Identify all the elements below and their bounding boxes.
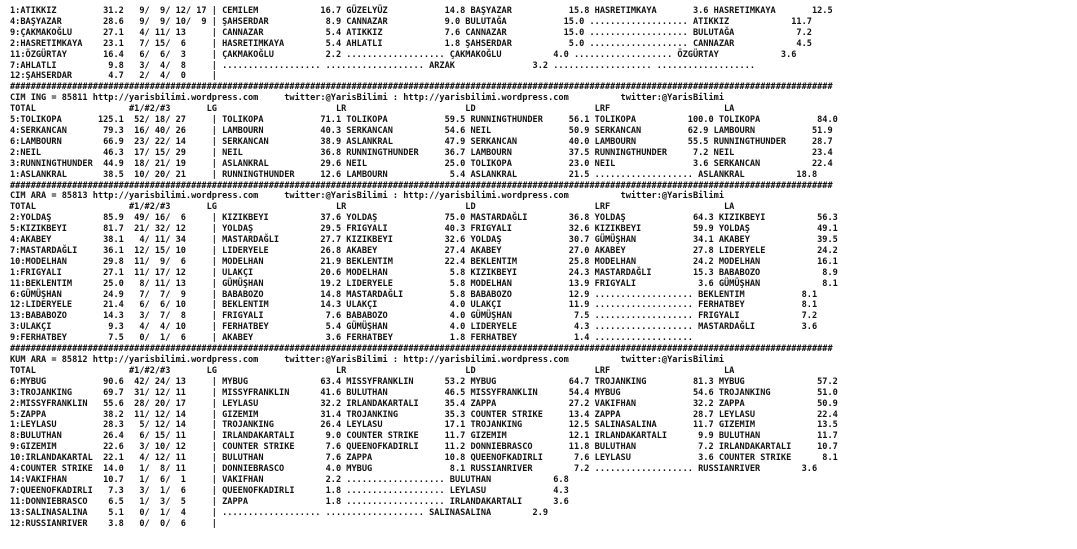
table-row: 13:BABABOZO 14.3 3/ 7/ 8 | FRIGYALI 7.6 BABABOZO 4.0 GÜMÜŞHAN 7.5 ................... FRIGYALI 7.2 [10, 311, 818, 322]
table-row: 5:TOLIKOPA 125.1 52/ 18/ 27 | TOLIKOPA 71.1 TOLIKOPA 59.5 RUNNINGTHUNDER 56.1 TOLIKOPA 100.0 TOLIKOPA 84.0 [10, 115, 838, 126]
table-row: 6:GÜMÜŞHAN 24.9 7/ 7/ 9 | BABABOZO 14.8 MASTARDAĞLI 5.8 BABABOZO 12.9 ................... BEKLENTIM 8.1 [10, 289, 818, 300]
table-row: 4:COUNTER STRIKE 14.0 1/ 8/ 11 | DONNIEBRASCO 4.0 MYBUG 8.1 RUSSIANRIVER 7.2 ................... RUSSIANRIVER 3.6 [10, 464, 818, 475]
kum-ara-section [0, 344, 1077, 529]
table-row: 6:LAMBOURN 66.9 23/ 22/ 14 | SERKANCAN 38.9 ASLANKRAL 47.9 SERKANCAN 40.0 LAMBOURN 55.5 RUNNINGTHUNDER 28.7 [10, 136, 833, 147]
table-row: 5:KIZIKBEYI 81.7 21/ 32/ 12 | YOLDAŞ 29.5 FRIGYALI 40.3 FRIGYALI 32.6 KIZIKBEYI 59.9 YOLDAŞ 49.1 [10, 224, 838, 235]
table-row: 9:GIZEMIM 22.6 3/ 10/ 12 | COUNTER STRIKE 7.6 QUEENOFKADIRLI 11.2 DONNIEBRASCO 11.8 BULUTHAN 7.2 IRLANDAKARTALI 10.7 [10, 442, 838, 453]
section-header: CIM ARA = 85813 http://yarisbilimi.wordpress.com twitter:@YarisBilimi : http://yarisbilimi.wordpress.com twitter:@YarisBilimi [10, 191, 724, 202]
table-row: 7:QUEENOFKADIRLI 7.3 3/ 1/ 6 | QUEENOFKADIRLI 1.8 ................... LEYLASU 4.3 [10, 485, 569, 496]
section-separator: ############################################################################################################################################################### [10, 82, 833, 93]
table-row: 10:MODELHAN 29.8 11/ 9/ 6 | MODELHAN 21.9 BEKLENTIM 22.4 BEKLENTIM 25.8 MODELHAN 24.2 MODELHAN 16.1 [10, 256, 838, 267]
table-row: 1:LEYLASU 28.3 5/ 12/ 14 | TROJANKING 26.4 LEYLASU 17.1 TROJANKING 12.5 SALINASALINA 11.7 GIZEMIM 13.5 [10, 420, 838, 431]
table-row: 1:FRIGYALI 27.1 11/ 17/ 12 | ULAKÇI 20.6 MODELHAN 5.8 KIZIKBEYI 24.3 MASTARDAĞLI 15.3 BABABOZO 8.9 [10, 267, 838, 278]
table-row: 11:ÖZGÜRTAY 16.4 6/ 6/ 3 | ÇAKMAKOĞLU 2.2 ................... ÇAKMAKOĞLU 4.0 ................... ÖZGÜRTAY 3.6 [10, 49, 797, 60]
table-row: 2:HASRETIMKAYA 23.1 7/ 15/ 6 | HASRETIMKAYA 5.4 AHLATLI 1.8 ŞAHSERDAR 5.0 ................... CANNAZAR 4.5 [10, 38, 812, 49]
table-row: 1:ATIKKIZ 31.2 9/ 9/ 12/ 17 | CEMILEM 16.7 GÜZELYÜZ 14.8 BAŞYAZAR 15.8 HASRETIMKAYA 3.6 HASRETIMKAYA 12.5 [10, 6, 833, 16]
table-row: 7:MASTARDAĞLI 36.1 12/ 15/ 10 | LIDERYELE 26.8 AKABEY 27.4 AKABEY 27.0 AKABEY 27.8 LIDERYELE 24.2 [10, 245, 838, 256]
table-row: 10:IRLANDAKARTAL 22.1 4/ 12/ 11 | BULUTHAN 7.6 ZAPPA 10.8 QUEENOFKADIRLI 7.6 LEYLASU 3.6 COUNTER STRIKE 8.1 [10, 453, 838, 464]
column-headers: TOTAL #1/#2/#3 LG LR LD LRF LA [10, 365, 735, 376]
table-row: 13:SALINASALINA 5.1 0/ 1/ 4 | ................... ................... SALINASALINA 2.9 [10, 507, 549, 518]
table-row: 4:BAŞYAZAR 28.6 9/ 9/ 10/ 9 | ŞAHSERDAR 8.9 CANNAZAR 9.0 BULUTAĞA 15.0 ................... ATIKKIZ 11.7 [10, 16, 812, 27]
table-row: 8:BULUTHAN 26.4 6/ 15/ 11 | IRLANDAKARTALI 9.0 COUNTER STRIKE 11.7 GIZEMIM 12.1 IRLANDAKARTALI 9.9 BULUTHAN 11.7 [10, 431, 838, 442]
table-row: 9:ÇAKMAKOĞLU 27.1 4/ 11/ 13 | CANNAZAR 5.4 ATIKKIZ 7.6 CANNAZAR 15.0 ................... BULUTAĞA 7.2 [10, 27, 812, 38]
table-row: 2:MISSYFRANKLIN 55.6 28/ 20/ 17 | LEYLASU 32.2 IRLANDAKARTALI 35.4 ZAPPA 27.2 VAKIFHAN 32.2 ZAPPA 50.9 [10, 398, 838, 409]
section-separator: ############################################################################################################################################################### [10, 180, 833, 191]
table-row: 12:RUSSIANRIVER 3.8 0/ 0/ 6 | [10, 518, 217, 529]
table-row: 4:AKABEY 38.1 4/ 11/ 34 | MASTARDAĞLI 27.7 KIZIKBEYI 32.6 YOLDAŞ 30.7 GÜMÜŞHAN 34.1 AKABEY 39.5 [10, 235, 838, 246]
cim-ara-section [0, 181, 1077, 345]
table-row: 12:ŞAHSERDAR 4.7 2/ 4/ 0 | [10, 71, 217, 82]
section-separator: ############################################################################################################################################################### [10, 344, 833, 355]
table-row: 3:RUNNINGTHUNDER 44.9 18/ 21/ 19 | ASLANKRAL 29.6 NEIL 25.0 TOLIKOPA 23.0 NEIL 3.6 SERKANCAN 22.4 [10, 158, 833, 169]
table-row: 3:TROJANKING 69.7 31/ 12/ 11 | MISSYFRANKLIN 41.6 BULUTHAN 46.5 MISSYFRANKLIN 54.4 MYBUG 54.6 TROJANKING 51.0 [10, 387, 838, 398]
column-headers: TOTAL #1/#2/#3 LG LR LD LRF LA [10, 104, 735, 115]
column-headers: TOTAL #1/#2/#3 LG LR LD LRF LA [10, 202, 735, 213]
section-header: KUM ARA = 85812 http://yarisbilimi.wordpress.com twitter:@YarisBilimi : http://yarisbilimi.wordpress.com twitter:@YarisBilimi [10, 355, 724, 365]
table-row: 14:VAKIFHAN 10.7 1/ 6/ 1 | VAKIFHAN 2.2 ................... BULUTHAN 6.8 [10, 474, 569, 485]
table-row: 12:LIDERYELE 21.4 6/ 6/ 10 | BEKLENTIM 14.3 ULAKÇI 4.0 ULAKÇI 11.9 ................... FERHATBEY 8.1 [10, 300, 818, 311]
table-row: 4:SERKANCAN 79.3 16/ 40/ 26 | LAMBOURN 40.3 SERKANCAN 54.6 NEIL 50.9 SERKANCAN 62.9 LAMBOURN 51.9 [10, 125, 833, 136]
table-row: 5:ZAPPA 38.2 11/ 12/ 14 | GIZEMIM 31.4 TROJANKING 35.3 COUNTER STRIKE 13.4 ZAPPA 28.7 LEYLASU 22.4 [10, 409, 838, 420]
table-row: 3:ULAKÇI 9.3 4/ 4/ 10 | FERHATBEY 5.4 GÜMÜŞHAN 4.0 LIDERYELE 4.3 ................... MASTARDAĞLI 3.6 [10, 322, 818, 333]
table-row: 7:AHLATLI 9.8 3/ 4/ 8 | ................... ................... ARZAK 3.2 ................... ................... [10, 60, 756, 71]
cim-ing-section [0, 82, 1077, 180]
table-row: 11:DONNIEBRASCO 6.5 1/ 3/ 5 | ZAPPA 1.8 ................... IRLANDAKARTALI 3.6 [10, 496, 569, 507]
table-row: 2:YOLDAŞ 85.9 49/ 16/ 6 | KIZIKBEYI 37.6 YOLDAŞ 75.0 MASTARDAĞLI 36.8 YOLDAŞ 64.3 KIZIKBEYI 56.3 [10, 213, 838, 224]
cim-top-section [0, 6, 1077, 82]
table-row: 6:MYBUG 90.6 42/ 24/ 13 | MYBUG 63.4 MISSYFRANKLIN 53.2 MYBUG 64.7 TROJANKING 81.3 MYBUG 57.2 [10, 376, 838, 387]
table-row: 1:ASLANKRAL 38.5 10/ 20/ 21 | RUNNINGTHUNDER 12.6 LAMBOURN 5.4 ASLANKRAL 21.5 ................... ASLANKRAL 18.8 [10, 169, 818, 180]
section-header: CIM ING = 85811 http://yarisbilimi.wordpress.com twitter:@YarisBilimi : http://yarisbilimi.wordpress.com twitter:@YarisBilimi [10, 93, 724, 104]
table-row: 11:BEKLENTIM 25.0 8/ 11/ 13 | GÜMÜŞHAN 19.2 LIDERYELE 5.8 MODELHAN 13.9 FRIGYALI 3.6 GÜMÜŞHAN 8.1 [10, 278, 838, 289]
table-row: 2:NEIL 46.3 17/ 15/ 29 | NEIL 36.8 RUNNINGTHUNDER 36.7 LAMBOURN 37.5 RUNNINGTHUNDER 7.2 NEIL 23.4 [10, 147, 833, 158]
table-row: 9:FERHATBEY 7.5 0/ 1/ 6 | AKABEY 3.6 FERHATBEY 1.8 FERHATBEY 1.4 ................... [10, 333, 693, 344]
